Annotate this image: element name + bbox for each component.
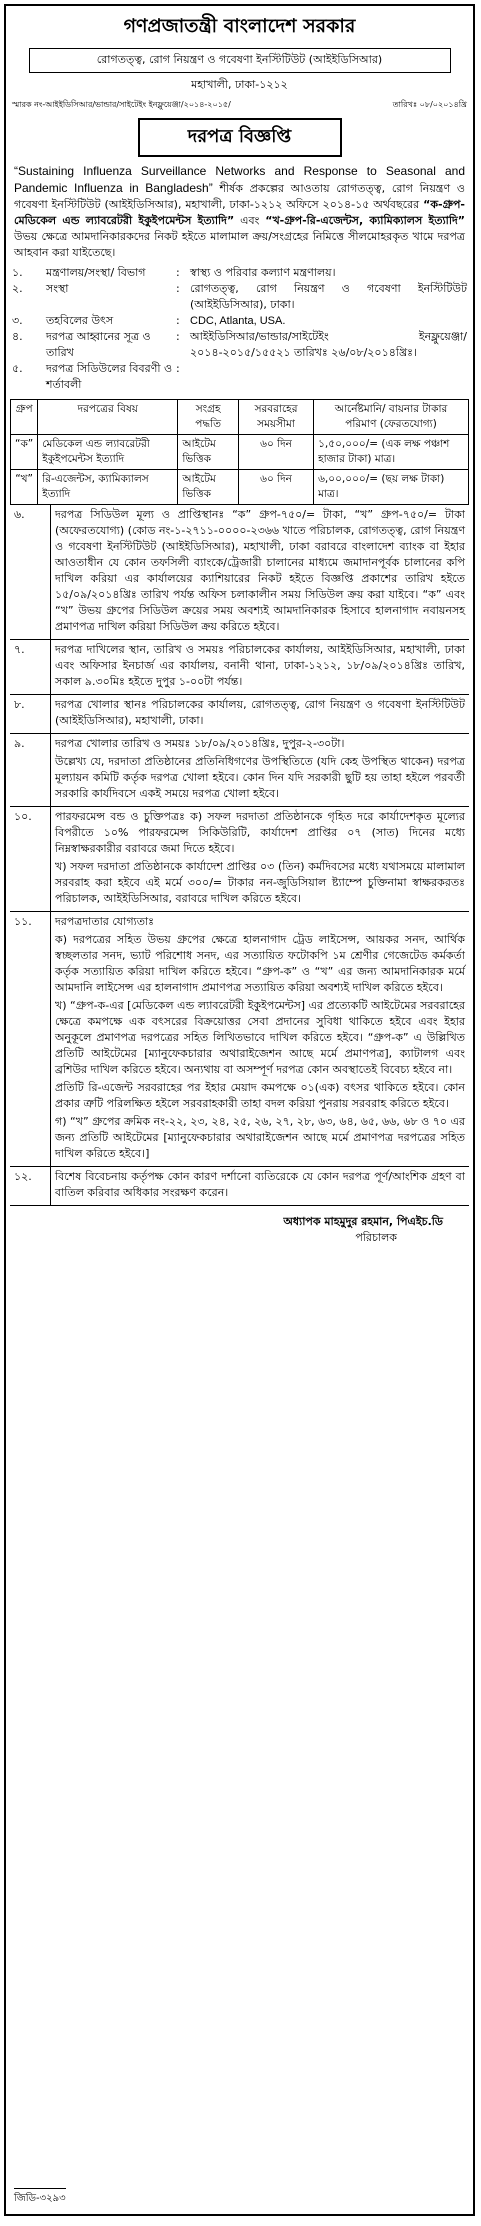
table-cell: “ক” [11,435,38,470]
info-row [12,361,467,393]
memo-number: স্মারক নং-আইইডিসিআর/ভান্ডার/সাইটেইং ইনফ্লুয়েঞ্জা/২০১৪-২০১৫/ [12,100,231,109]
government-title: গণপ্রজাতন্ত্রী বাংলাদেশ সরকার [123,15,356,37]
condition-body [50,1167,469,1205]
condition-text: দরপত্রদাতার যোগ্যতাঃ [55,915,155,928]
col-method: সংগ্রহ পদ্ধতি [178,400,239,435]
condition-body [50,807,469,911]
info-rows [12,265,467,393]
condition-body [50,505,469,639]
row-label: দরপত্র সিডিউলের বিবরণী ও শর্তাবলী [46,362,173,391]
group-a-title: “ক-গ্রুপ-মেডিকেল এন্ড ল্যাবরেটরী ইকুইপমেন্টস ইত্যাদি” [14,198,465,227]
signatory-designation: পরিচালক [355,1231,397,1244]
condition-number: ৭. [14,643,25,656]
col-group: গ্রুপ [11,400,38,435]
condition-item [10,505,469,640]
row-label: দরপত্র আহ্বানের সূত্র ও তারিখ [46,330,151,359]
condition-number: ১০. [14,810,32,823]
condition-body [50,912,469,1166]
row-colon: : [176,314,180,327]
institute-name: রোগতত্ত্ব, রোগ নিয়ন্ত্রণ ও গবেষণা ইনস্টিটিউট (আইইডিসিআর) [29,48,451,73]
tender-items-table [10,399,469,505]
info-row [12,313,467,329]
row-value: আইইডিসিআর/ভান্ডার/সাইটেইং ইনফ্লুয়েঞ্জা/২০১৪-২০১৫/১৫৫২১ তারিখঃ ২৬/০৮/২০১৪খ্রিঃ। [190,330,467,359]
table-row [11,470,469,505]
condition-text: ক) দরপত্রের সহিত উভয় গ্রুপের ক্ষেত্রে হালনাগাদ ট্রেড লাইসেন্স, আয়কর সনদ, আর্থিক স্বচ্ছলতার সনদ, ভ্যাট পরিশোধ সনদ, এর সত্যায়িত ফটোকপি ১ম শ্রেণীর গেজেটেড কর্মকর্তা কর্তৃক সত্যায়িত করিয়া দাখিল করিতে হইবে। “গ্রুপ-ক” ও “খ” এর জন্য আমদানিকারক মর্মে আমদানি লাইসেন্স এর হালনাগাদ প্রমাণপত্র সত্যায়িত করিয়া অবশ্যই দাখিল করিতে হইবে। [55,933,465,994]
col-delivery: সরবরাহের সময়সীমা [238,400,313,435]
table-cell: ৬,০০,০০০/= (ছয় লক্ষ টাকা) মাত্র। [314,470,469,505]
condition-number: ১২. [14,1170,32,1183]
col-earnest-money: আর্নেষ্টমানি/ বায়নার টাকার পরিমাণ (ফেরতযোগ্য) [314,400,469,435]
condition-text: খ) “গ্রুপ-ক-এর [মেডিকেল এন্ড ল্যাবরেটরী ইকুইপমেন্টস] এর প্রত্যেকটি আইটেমের সরবরাহের ক্ষেত্রে কমপক্ষে এক বৎসরের বিক্রয়োত্তর সেবা প্রদানের সুবিধা থাকিতে হইবে এবং ইহার অনুকূলে প্রমাণপত্র দরপত্রের সহিত লিখিতভাবে দাখিল করিতে হইবে। “গ্রুপ-ক” এ উল্লিখিত প্রতিটি আইটেমের [ম্যানুফেকচারার অথারাইজেশন আছে মর্মে প্রমাণপত্র], ক্যাটালগ এবং ব্রশিউর দাখিল করিতে হইবে। অন্যথায় বা অসম্পূর্ণ দরপত্র কোন অবস্থাতেই বিবেচ্য হইবে না। [55,999,465,1076]
row-value [190,361,467,393]
row-colon: : [176,330,180,343]
condition-body [50,734,469,806]
table-cell: “খ” [11,470,38,505]
table-cell: আইটেম ভিত্তিক [178,435,239,470]
footer-code: জিডি-৩২৯৩ [14,2188,66,2208]
info-row [12,265,467,281]
row-value: স্বাস্থ্য ও পরিবার কল্যাণ মন্ত্রণালয়। [190,266,336,279]
row-label: মন্ত্রণালয়/সংস্থা/ বিভাগ [46,266,146,279]
condition-item [10,912,469,1167]
condition-text: দরপত্র সিডিউল মূল্য ও প্রাপ্তিস্থানঃ “ক” গ্রুপ-৭৫০/= টাকা, “খ” গ্রুপ-৭৫০/= টাকা (অফেরতযোগ্য) (কোড নং-১-২৭১১-০০০০-২৩৬৬ খাতে পরিচালক, রোগতত্ত্ব, রোগ নিয়ন্ত্রণ ও গবেষণা ইনস্টিটিউট (আইইডিসিআর), মহাখালী, ঢাকা বরাবরে বাংলাদেশ ব্যাংক বা ইহার আওতাধীন যে কোন তফসিলী ব্যাংকে/ট্রেজারী চালানের মাধ্যমে জমাদানপূর্বক চালানের কপি দাখিল করিয়া এর কার্যালয়ের ক্যাশিয়ারের নিকট হইতে বিজ্ঞপ্তি প্রকাশের তারিখ হইতে ১৫/০৯/২০১৪খ্রিঃ তারিখ পর্যন্ত অফিস চলাকালীন সময় সিডিউল ক্রয় করা যাইবে। “ক” এবং “খ” উভয় গ্রুপের সিডিউল ক্রয়ের সময় অবশ্যই আমদানিকারক হিসাবে হালনাগাদ নবায়নসহ প্রমাণপত্র দাখিল করিয়া সিডিউল ক্রয় করিতে হইবে। [55,508,465,633]
condition-number: ৯. [14,737,25,750]
condition-text: খ) সফল দরদাতা প্রতিষ্ঠানকে কার্যাদেশ প্রাপ্তির ০৩ (তিন) কর্মদিবসের মধ্যে যথাসময়ে মালামাল সরবরাহ করা হইবে এই মর্মে ৩০০/= টাকার নন-জুডিসিয়াল ষ্ট্যাম্পে চুক্তিনামা স্বাক্ষরকরতঃ পরিচালক, আইইডিসিআর, বরাবরে দাখিল করিতে হইবে। [55,860,465,905]
info-row [12,281,467,313]
row-number: ১. [12,266,23,279]
signature-block [36,1214,443,1246]
row-value: রোগতত্ত্ব, রোগ নিয়ন্ত্রণ ও গবেষণা ইনস্টিটিউট (আইইডিসিআর), ঢাকা। [190,282,467,311]
condition-text: প্রতিটি রি-এজেন্ট সরবরাহের পর ইহার মেয়াদ কমপক্ষে ০১(এক) বৎসর থাকিতে হইবে। কোন প্রকার ত্রুটি পরিলক্ষিত হইলে সরবরাহকারী তাহা বদল করিয়া পুনরায় সরবরাহ করিতে হইবে। [55,1081,465,1110]
intro-paragraph [14,163,465,261]
table-cell: ৬০ দিন [238,470,313,505]
table-cell: মেডিকেল এন্ড ল্যাবরেটরী ইকুইপমেন্টস ইত্যাদি [38,435,178,470]
row-colon: : [176,282,180,295]
row-label: তহবিলের উৎস [46,314,114,327]
condition-item [10,734,469,807]
table-row [11,435,469,470]
intro-text-3: উভয় ক্ষেত্রে আমদানিকারকদের নিকট হইতে মালামাল ক্রয়/সংগ্রহের নিমিত্তে সীলমোহরকৃত খামে দরপত্র আহবান করা যাইতেছে। [14,230,465,259]
col-subject: দরপত্রের বিষয় [38,400,178,435]
signatory-name: অধ্যাপক মাহমুদুর রহমান, পিএইচ.ডি [283,1215,443,1228]
memo-line [12,99,467,112]
intro-text-1: শীর্ষক প্রকল্পের আওতায় রোগতত্ত্ব, রোগ নিয়ন্ত্রণ ও গবেষণা ইনস্টিটিউট (আইইডিসিআর), মহাখালী, ঢাকা-১২১২ অফিসে ২০১৪-১৫ অর্থবছরের [14,182,465,211]
condition-text: গ) “খ” গ্রুপের ক্রমিক নং-২২, ২৩, ২৪, ২৫, ২৬, ২৭, ২৮, ৬৩, ৬৪, ৬৫, ৬৬, ৬৮ ও ৭০ এর জন্য প্রতিটি আইটেমের [ম্যানুফেকচারার অথারাইজেশন আছে মর্মে প্রমাণপত্র দরপত্রের সহিত দাখিল করিতে হইবে।] [55,1115,465,1160]
row-number: ৫. [12,362,23,375]
table-cell: আইটেম ভিত্তিক [178,470,239,505]
intro-text-2: এবং [234,214,266,227]
row-colon: : [176,266,180,279]
row-number: ২. [12,282,23,295]
info-row [12,329,467,361]
condition-text: বিশেষ বিবেচনায় কর্তৃপক্ষ কোন কারণ দর্শানো ব্যতিরেকে যে কোন দরপত্র পূর্ণ/আংশিক গ্রহণ বা বাতিল করিবার অধিকার সংরক্ষণ করেন। [55,1170,465,1199]
memo-date: তারিখঃ ০৮/০২০১৪খ্রি [392,100,467,109]
condition-item [10,695,469,734]
condition-body [50,640,469,694]
table-cell: রি-এজেন্টস, ক্যামিক্যালস ইত্যাদি [38,470,178,505]
notice-title: দরপত্র বিজ্ঞপ্তি [138,118,342,157]
row-label: সংস্থা [46,282,69,295]
row-number: ৪. [12,330,23,343]
condition-text: দরপত্র খোলার স্থানঃ পরিচালকের কার্যালয়, রোগতত্ত্ব, রোগ নিয়ন্ত্রণ ও গবেষণা ইনস্টিটিউট (আইইডিসিআর), মহাখালী, ঢাকা। [55,698,465,727]
condition-item [10,807,469,912]
conditions-section [10,505,469,1206]
condition-body [50,695,469,733]
table-cell: ১,৫০,০০০/= (এক লক্ষ পঞ্চাশ হাজার টাকা) মাত্র। [314,435,469,470]
condition-text: উল্লেখ্য যে, দরদাতা প্রতিষ্ঠানের প্রতিনিধিগণের উপস্থিতিতে (যদি কেহ উপস্থিত থাকেন) দরপত্র মূল্যায়ন কমিটি কর্তৃক দরপত্র খোলা হইবে। কোন দিন যদি সরকারী ছুটি হয় তাহা হইলে পরবর্তী সরকারি কার্যদিবসে একই সময়ে দরপত্র খোলা হইবে। [55,755,465,800]
table-header-row [11,400,469,435]
row-colon: : [176,362,180,375]
row-number: ৩. [12,314,23,327]
condition-number: ৮. [14,698,25,711]
institute-address: মহাখালী, ঢাকা-১২১২ [191,78,288,91]
condition-text: দরপত্র খোলার তারিখ ও সময়ঃ ১৮/০৯/২০১৪খ্রিঃ, দুপুর-২-৩০টা। [55,737,345,750]
project-name: “Sustaining Influenza Surveillance Networks and Response to Seasonal and Pandemic Influenza in Bangladesh” [14,164,465,195]
row-value: CDC, Atlanta, USA. [190,315,286,327]
condition-item [10,1167,469,1206]
group-b-title: “খ-গ্রুপ-রি-এজেন্টস, ক্যামিক্যালস ইত্যাদি” [265,214,465,227]
condition-text: দরপত্র দাখিলের স্থান, তারিখ ও সময়ঃ পরিচালকের কার্যালয়, আইইডিসিআর, মহাখালী, ঢাকা এবং অফিসার ইনচার্জ এর কার্যালয়, বনানী থানা, ঢাকা-১২১২, ১৮/০৯/২০১৪খ্রিঃ তারিখ, সকাল ৯.৩০মিঃ হইতে দুপুর ১-০০টা পর্যন্ত। [55,643,465,688]
tender-notice-page [4,4,475,2216]
condition-number: ১১. [14,915,32,928]
condition-text: পারফরমেন্স বন্ড ও চুক্তিপত্রঃ ক) সফল দরদাতা প্রতিষ্ঠানকে গৃহিত দরে কার্যাদেশকৃত মূল্যের বিপরীতে ১০% পারফরমেন্স সিকিউরিটি, কার্যাদেশ প্রাপ্তির ০৭ (সাত) দিনের মধ্যে নিম্নস্বাক্ষরকারীর বরাবরে জমা দিতে হইবে। [55,810,465,855]
condition-number: ৬. [14,508,25,521]
condition-item [10,640,469,695]
table-cell: ৬০ দিন [238,435,313,470]
